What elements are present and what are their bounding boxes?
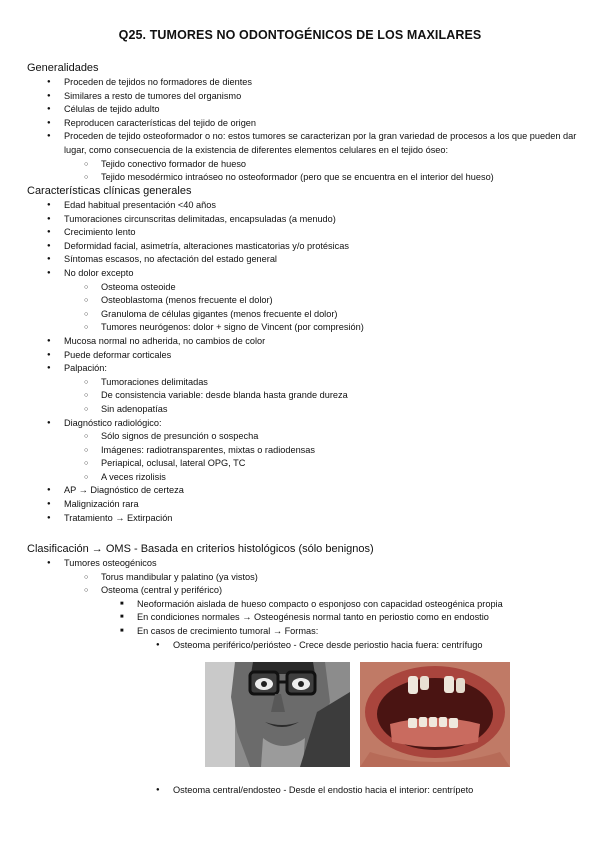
list-item: ● Puede deformar corticales [0, 349, 590, 363]
list-item: ● AP → Diagnóstico de certeza [0, 484, 590, 498]
list-subitem: ○ Osteoblastoma (menos frecuente el dolor) [0, 294, 590, 308]
list-subitem: ○ Tumores neurógenos: dolor + signo de Vincent (por compresión) [0, 321, 590, 335]
section-heading-caracteristicas: Características clínicas generales [27, 185, 192, 197]
list-subsubitem: ■ En condiciones normales → Osteogénesis normal tanto en periostio como en endostio [0, 611, 590, 625]
clinical-photo-mouth [360, 662, 510, 767]
list-subitem: ○ Sólo signos de presunción o sospecha [0, 430, 590, 444]
list-item: ● Células de tejido adulto [0, 103, 590, 117]
list-item: ● Proceden de tejido osteoformador o no: estos tumores se caracterizan por la gran variedad de procesos a los que pueden dar lugar, como consecuencia de la existencia de diferentes elementos celulares en el tejido óseo: [0, 130, 590, 157]
list-subsubitem: ■ En casos de crecimiento tumoral → Formas: [0, 625, 590, 639]
clinical-photo-face [205, 662, 350, 767]
list-item: ● Proceden de tejidos no formadores de dientes [0, 76, 590, 90]
list-item: ● Similares a resto de tumores del organismo [0, 90, 590, 104]
section-heading-generalidades: Generalidades [27, 62, 99, 74]
list-subitem: ○ De consistencia variable: desde blanda hasta grande dureza [0, 389, 590, 403]
list-item: ● Edad habitual presentación <40 años [0, 199, 590, 213]
list-item: ● Deformidad facial, asimetría, alteraciones masticatorias y/o protésicas [0, 240, 590, 254]
list-item: ● Mucosa normal no adherida, no cambios de color [0, 335, 590, 349]
clasificacion-list [0, 557, 590, 652]
generalidades-list [0, 76, 600, 185]
list-subitem: ○ Imágenes: radiotransparentes, mixtas o radiodensas [0, 444, 590, 458]
list-item: ● Tratamiento → Extirpación [0, 512, 590, 526]
list-subitem: ○ Tumoraciones delimitadas [0, 376, 590, 390]
list-item: ● Crecimiento lento [0, 226, 590, 240]
list-subitem: ○ Osteoma osteoide [0, 281, 590, 295]
list-item: ● Diagnóstico radiológico: [0, 417, 590, 431]
list-subitem: ○ Torus mandibular y palatino (ya vistos) [0, 571, 590, 585]
list-subitem: ○ Sin adenopatías [0, 403, 590, 417]
clasificacion-list-continued [0, 784, 590, 798]
list-item: ● Síntomas escasos, no afectación del estado general [0, 253, 590, 267]
list-item: ● Malignización rara [0, 498, 590, 512]
list-subitem: ○ Tejido conectivo formador de hueso [0, 158, 590, 172]
list-subsubitem: ■ Neoformación aislada de hueso compacto o esponjoso con capacidad osteogénica propia [0, 598, 590, 612]
list-subitem: ○ A veces rizolisis [0, 471, 590, 485]
list-level4-item: ● Osteoma central/endosteo - Desde el endostio hacia el interior: centrípeto [0, 784, 590, 798]
list-subitem: ○ Tejido mesodérmico intraóseo no osteoformador (pero que se encuentra en el interior del hueso) [0, 171, 590, 185]
caracteristicas-list [0, 199, 590, 525]
list-item: ● Tumores osteogénicos [0, 557, 590, 571]
list-level4-item: ● Osteoma periférico/periósteo - Crece desde periostio hacia fuera: centrífugo [0, 639, 590, 653]
list-item: ● Reproducen características del tejido de origen [0, 117, 590, 131]
list-item: ● No dolor excepto [0, 267, 590, 281]
section-heading-clasificacion: Clasificación → OMS - Basada en criterios histológicos (sólo benignos) [27, 543, 374, 555]
page-title: Q25. TUMORES NO ODONTOGÉNICOS DE LOS MAXILARES [118, 28, 482, 42]
list-item: ● Palpación: [0, 362, 590, 376]
list-subitem: ○ Osteoma (central y periférico) [0, 584, 590, 598]
list-subitem: ○ Periapical, oclusal, lateral OPG, TC [0, 457, 590, 471]
list-item: ● Tumoraciones circunscritas delimitadas, encapsuladas (a menudo) [0, 213, 590, 227]
list-subitem: ○ Granuloma de células gigantes (menos frecuente el dolor) [0, 308, 590, 322]
